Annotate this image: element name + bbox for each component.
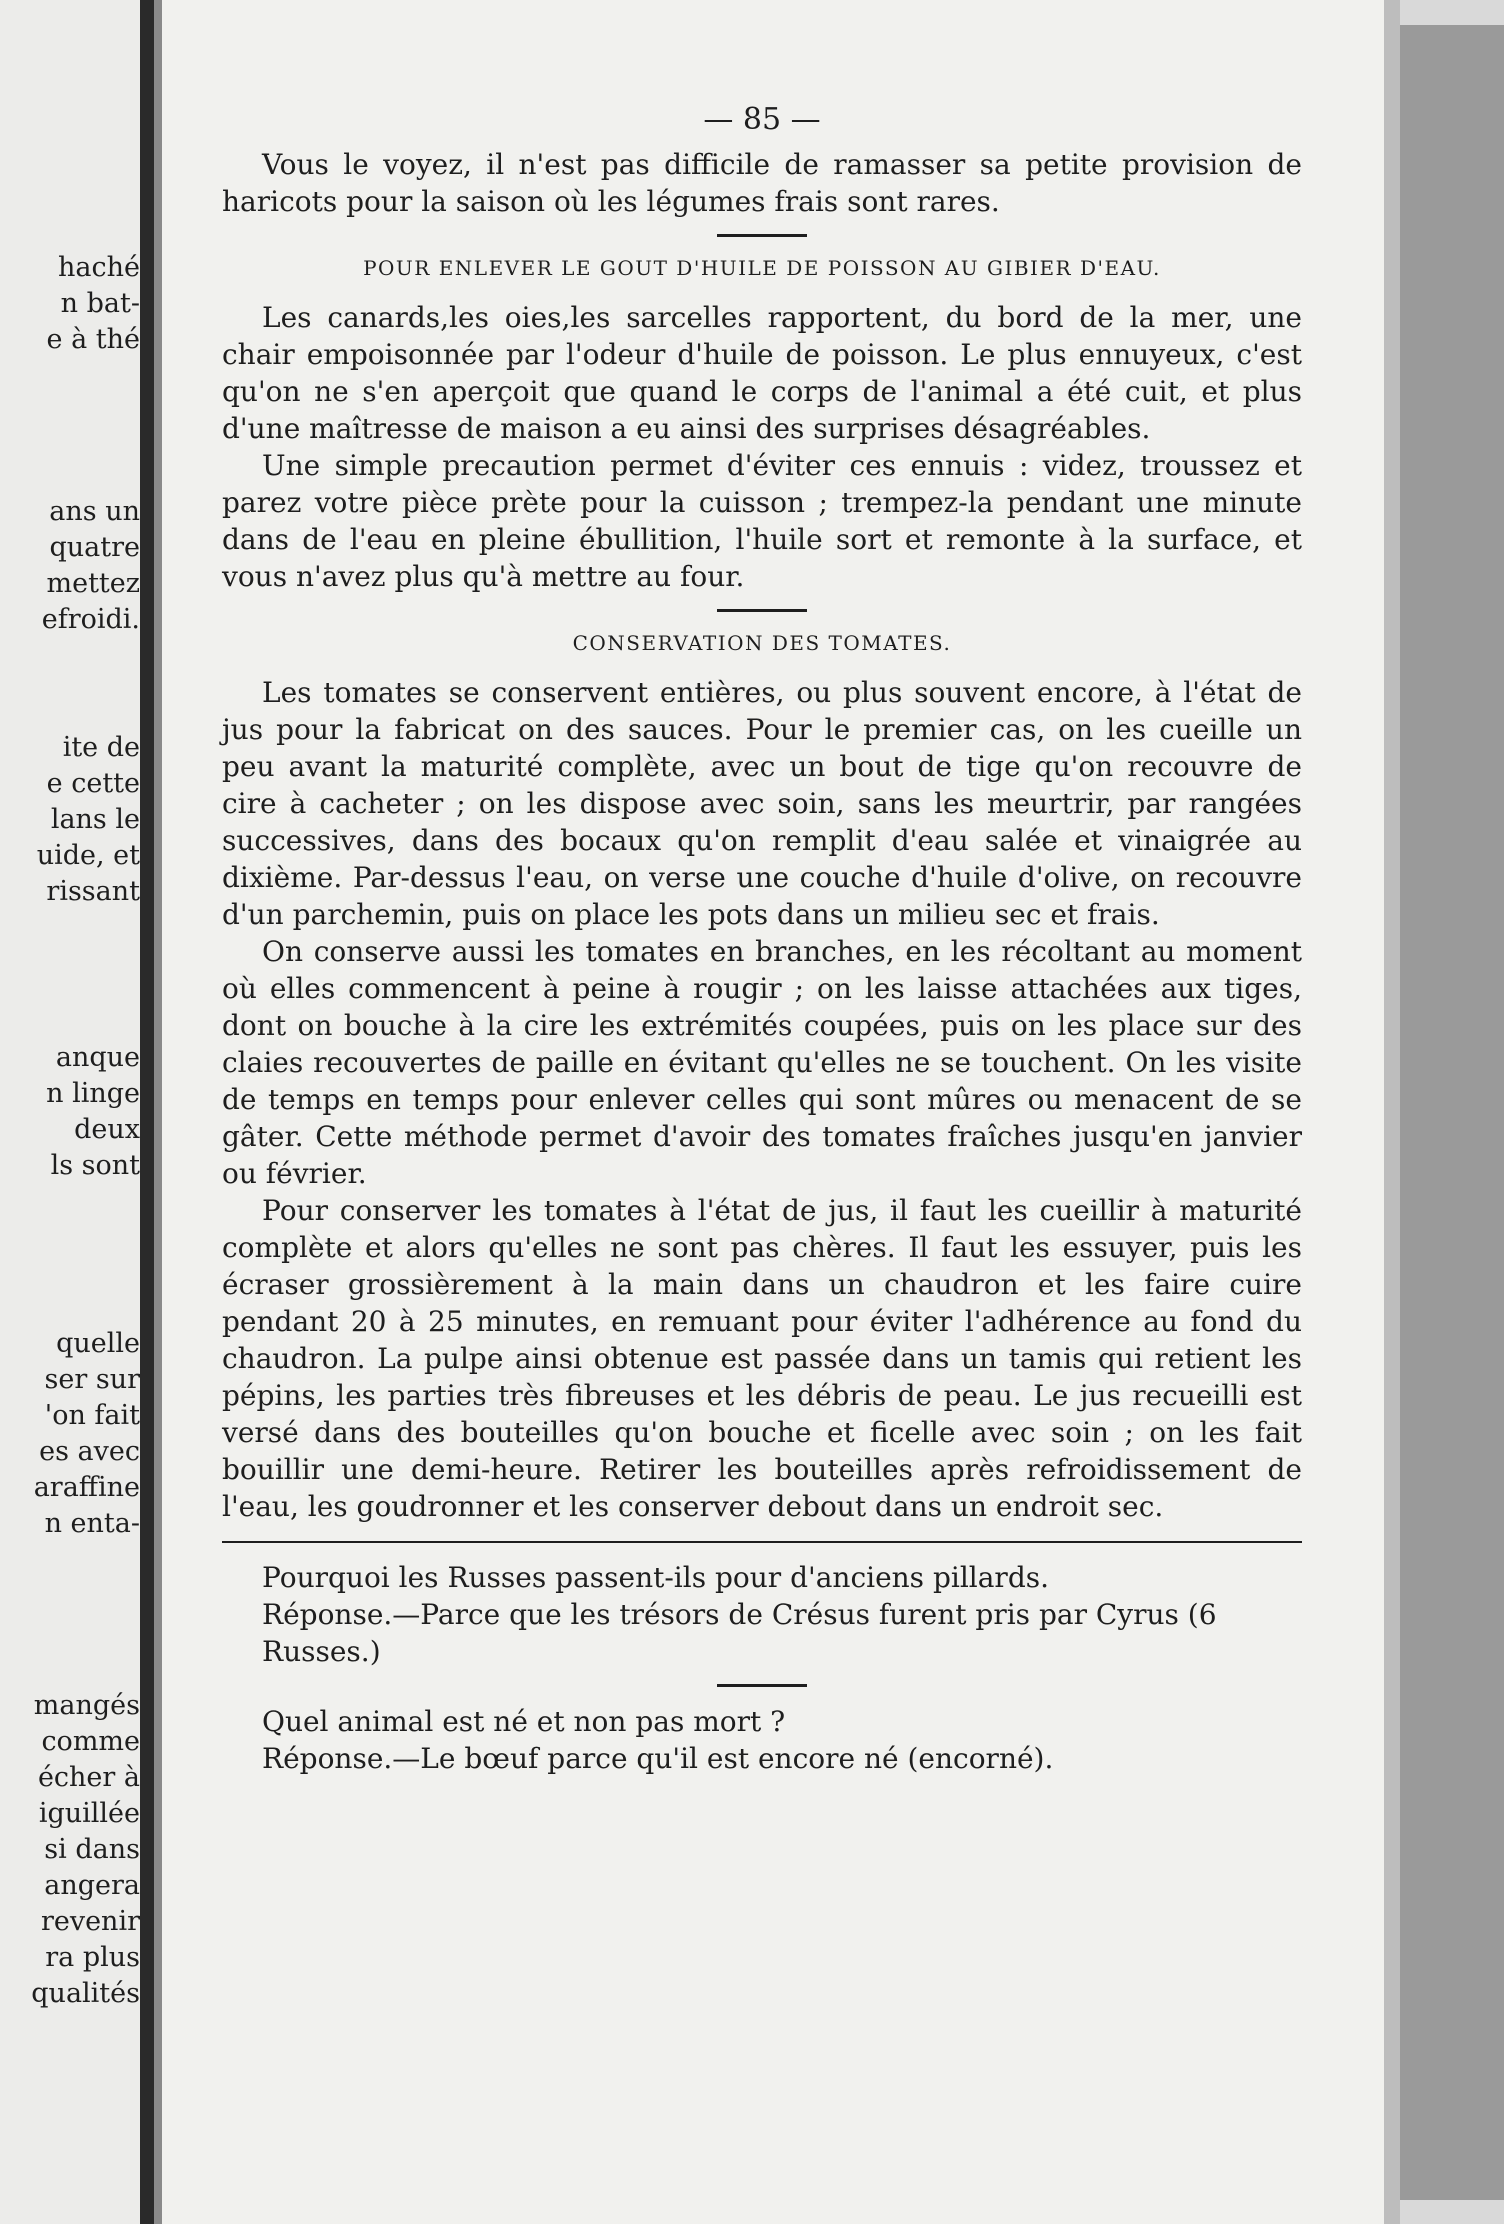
- riddle-1: [222, 1559, 1302, 1670]
- riddle-question: Pourquoi les Russes passent-ils pour d'anciens pillards.: [262, 1561, 1050, 1594]
- left-page-line: qualités: [31, 1978, 140, 2009]
- left-page-line: lans le: [50, 804, 140, 835]
- gibier-paragraph-1: Les canards,les oies,les sarcelles rapportent, du bord de la mer, une chair empoisonnée par l'odeur d'huile de poisson. Le plus ennuyeux, c'est qu'on ne s'en aperçoit que quand le corps de l'animal a été cuit, et plus d'une maîtresse de maison a eu ainsi des surprises désagréables.: [222, 301, 1302, 445]
- section-heading-gibier: POUR ENLEVER LE GOUT D'HUILE DE POISSON AU GIBIER D'EAU.: [363, 256, 1161, 280]
- left-page-line: mettez: [46, 568, 140, 599]
- gibier-paragraph-2: Une simple precaution permet d'éviter ces ennuis : videz, troussez et parez votre pièce prète pour la cuisson ; trempez-la pendant une minute dans de l'eau en pleine ébullition, l'huile sort et remonte à la surface, et vous n'avez plus qu'à mettre au four.: [222, 449, 1302, 593]
- tomates-paragraph-3: Pour conserver les tomates à l'état de jus, il faut les cueillir à maturité complète et alors qu'elles ne sont pas chères. Il faut les essuyer, puis les écraser grossièrement à la main dans un chaudron et les faire cuire pendant 20 à 25 minutes, en remuant pour éviter l'adhérence au fond du chaudron. La pulpe ainsi obtenue est passée dans un tamis qui retient les pépins, les parties très fibreuses et les débris de peau. Le jus recueilli est versé dans des bouteilles qu'on bouche et ficelle avec soin ; on les fait bouillir une demi-heure. Retirer les bouteilles après refroidissement de l'eau, les goudronner et les conserver debout dans un endroit sec.: [222, 1194, 1302, 1523]
- book-gutter: [140, 0, 154, 2224]
- left-page-line: ls sont: [50, 1150, 140, 1181]
- left-page-line: rissant: [46, 876, 140, 907]
- riddle-divider: [717, 1684, 807, 1687]
- left-page-line: ans un: [49, 496, 140, 527]
- left-page-line: araffine: [33, 1472, 140, 1503]
- tomates-paragraph-2: On conserve aussi les tomates en branches, en les récoltant au moment où elles commencent à peine à rougir ; on les laisse attachées aux tiges, dont on bouche à la cire les extrémités coupées, puis on les place sur des claies recouvertes de paille en évitant qu'elles ne se touchent. On les visite de temps en temps pour enlever celles qui sont mûres ou menacent de se gâter. Cette méthode permet d'avoir des tomates fraîches jusqu'en janvier ou février.: [222, 935, 1302, 1190]
- left-page-line: comme: [41, 1726, 140, 1757]
- book-gutter-shadow: [154, 0, 162, 2224]
- page-number: — 85 —: [703, 102, 821, 137]
- book-page: [162, 0, 1384, 2224]
- left-page-line: 'on fait: [44, 1400, 140, 1431]
- left-page-line: uide, et: [36, 840, 140, 871]
- section-divider: [717, 234, 807, 237]
- section-divider: [717, 609, 807, 612]
- left-page-line: n enta-: [44, 1508, 140, 1539]
- page-text: [222, 100, 1302, 1777]
- left-page-line: quatre: [49, 532, 140, 563]
- riddle-answer: Réponse.—Parce que les trésors de Crésus furent pris par Cyrus (6 Russes.): [262, 1598, 1217, 1668]
- left-page-line: si dans: [44, 1834, 140, 1865]
- left-page-line: quelle: [56, 1328, 140, 1359]
- left-page-line: deux: [74, 1114, 140, 1145]
- page-edge-highlight: [1384, 0, 1400, 2224]
- left-page-line: haché: [58, 252, 140, 283]
- left-page-line: ite de: [62, 732, 140, 763]
- page-edge-right: [1384, 25, 1504, 2200]
- left-page-line: n bat-: [60, 288, 140, 319]
- left-page-line: angera: [44, 1870, 140, 1901]
- tomates-paragraph-1: Les tomates se conservent entières, ou plus souvent encore, à l'état de jus pour la fabricat on des sauces. Pour le premier cas, on les cueille un peu avant la maturité complète, avec un bout de tige qu'on recouvre de cire à cacheter ; on les dispose avec soin, sans les meurtrir, par rangées successives, dans des bocaux qu'on remplit d'eau salée et vinaigrée au dixième. Par-dessus l'eau, on verse une couche d'huile d'olive, on recouvre d'un parchemin, puis on place les pots dans un milieu sec et frais.: [222, 676, 1302, 931]
- left-page-line: e cette: [46, 768, 140, 799]
- left-page-line: efroidi.: [41, 604, 140, 635]
- left-page-line: revenir: [40, 1906, 140, 1937]
- left-page-line: es avec: [39, 1436, 140, 1467]
- left-page-line: écher à: [37, 1762, 140, 1793]
- left-page-line: n linge: [46, 1078, 140, 1109]
- left-page-fragment: [0, 0, 140, 2224]
- intro-paragraph: Vous le voyez, il n'est pas difficile de ramasser sa petite provision de haricots pour la saison où les légumes frais sont rares.: [222, 148, 1302, 218]
- section-heading-tomates: CONSERVATION DES TOMATES.: [572, 631, 952, 655]
- left-page-line: iguillée: [38, 1798, 140, 1829]
- left-page-line: ser sur: [44, 1364, 140, 1395]
- left-page-line: e à thé: [46, 324, 140, 355]
- riddle-answer: Réponse.—Le bœuf parce qu'il est encore né (encorné).: [262, 1742, 1054, 1775]
- left-page-line: anque: [55, 1042, 140, 1073]
- riddle-2: [222, 1703, 1302, 1777]
- riddles-divider: [222, 1541, 1302, 1543]
- riddle-question: Quel animal est né et non pas mort ?: [262, 1705, 786, 1738]
- left-page-line: mangés: [33, 1690, 140, 1721]
- left-page-line: ra plus: [45, 1942, 140, 1973]
